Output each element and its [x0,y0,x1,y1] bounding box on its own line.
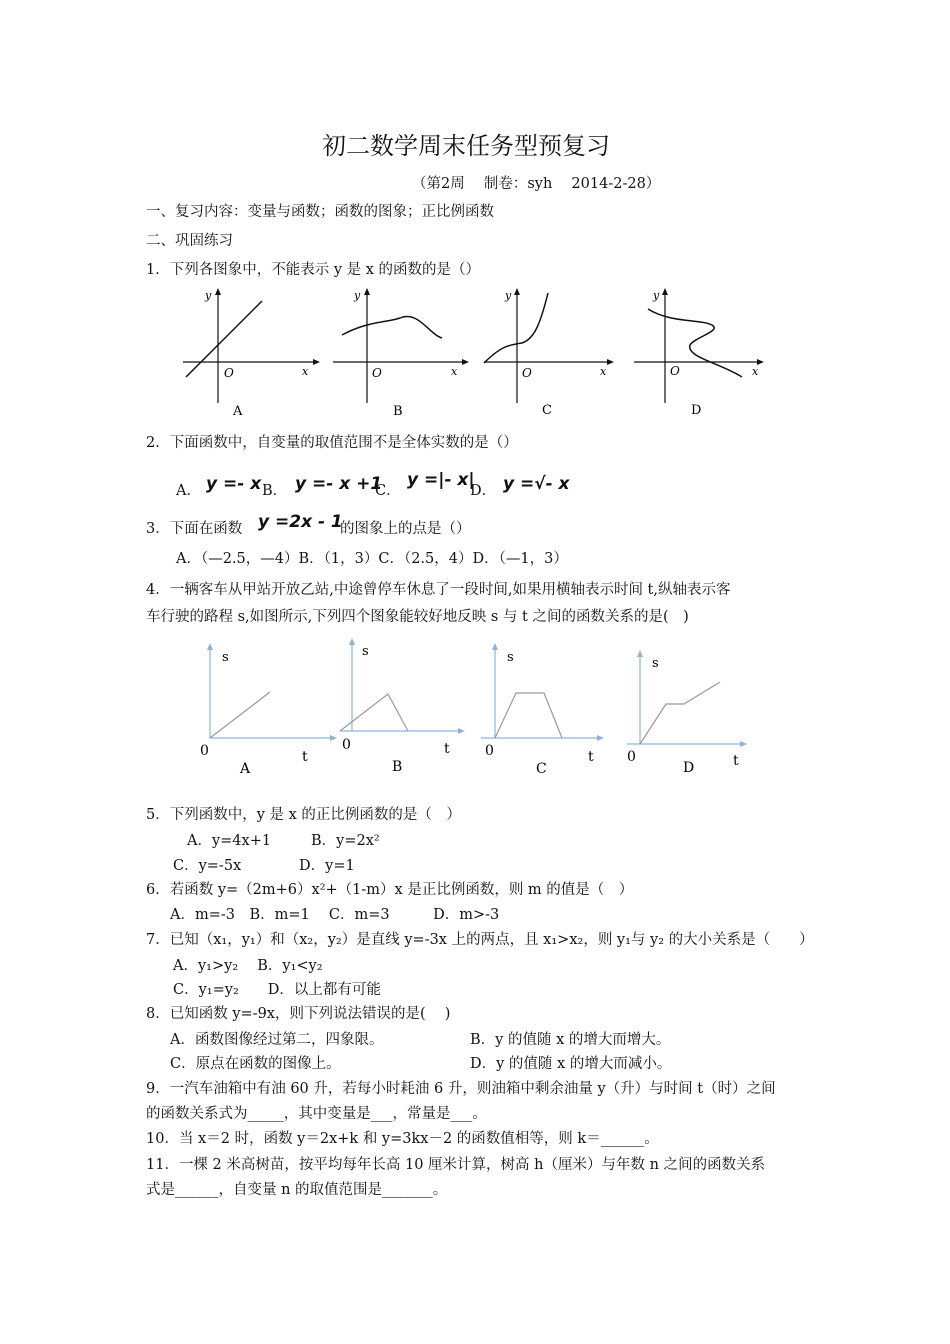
question-9-line2: 的函数关系式为_____，其中变量是___，常量是___。 [146,1106,487,1122]
svg-text:x: x [752,365,759,378]
svg-text:t: t [733,753,739,769]
graph-a [183,288,320,419]
svg-text:x: x [451,365,458,378]
question-5: 5．下列函数中，y 是 x 的正比例函数的是（ ） [146,807,461,823]
svg-text:t: t [302,749,308,765]
q1-graphs [0,285,950,425]
question-9-line1: 9．一汽车油箱中有油 60 升，若每小时耗油 6 升，则油箱中剩余油量 y（升）与时间 t（时）之间 [146,1081,776,1097]
svg-text:0: 0 [200,743,209,759]
x-axis-label: x [302,365,309,378]
question-8: 8．已知函数 y=-9x，则下列说法错误的是( ) [146,1006,451,1022]
expr-c: y =|- x| [407,470,475,490]
svg-text:t: t [588,749,594,765]
graph-4-label-a: A [240,761,251,777]
question-2: 2．下面函数中，自变量的取值范围不是全体实数的是（） [146,435,518,451]
graph-4a [200,643,337,777]
question-11-line2: 式是______，自变量 n 的取值范围是_______。 [146,1182,448,1198]
question-4-line1: 4．一辆客车从甲站开放乙站,中途曾停车休息了一段时间,如果用横轴表示时间 t,纵轴表示客 [146,582,731,598]
question-1: 1．下列各图象中，不能表示 y 是 x 的函数的是（） [146,262,481,278]
svg-text:0: 0 [342,737,351,753]
svg-text:s: s [362,644,369,659]
page-title: 初二数学周末任务型预复习 [322,132,610,160]
graph-label-c: C [542,403,552,418]
expr-d: y =√- x [503,474,570,494]
q4-graphs [0,635,950,785]
svg-text:0: 0 [627,749,636,765]
question-10: 10．当 x＝2 时，函数 y＝2x+k 和 y=3kx－2 的函数值相等，则 k＝______。 [146,1131,659,1147]
graph-4-label-b: B [392,759,403,775]
origin-label: O [224,366,234,380]
question-7: 7．已知（x₁，y₁）和（x₂，y₂）是直线 y=-3x 上的两点，且 x₁>x₂，则 y₁与 y₂ 的大小关系是（ ） [146,932,814,948]
graph-d [634,288,764,418]
graph-label-a: A [233,404,243,419]
graph-c [484,288,614,418]
y-axis-label: y [205,289,212,302]
svg-text:O: O [522,366,532,380]
question-6: 6．若函数 y=（2m+6）x²+（1-m）x 是正比例函数，则 m 的值是（ ） [146,882,634,898]
question-3-options: A．（—2.5，—4）B．（1，3）C．（2.5，4）D．（—1，3） [176,551,568,567]
svg-text:s: s [652,656,659,671]
graph-b [333,288,469,419]
question-3-suffix: 的图象上的点是（） [340,521,471,537]
graph-label-d: D [691,403,702,418]
graph-4-label-d: D [683,760,695,776]
graph-4b [340,638,465,775]
expr-a: y =- x [206,474,262,494]
q3-expr: y =2x - 1 [258,512,343,532]
svg-text:O: O [670,364,680,378]
svg-text:t: t [444,741,450,757]
section-practice: 二、巩固练习 [146,233,233,249]
svg-text:O: O [372,366,382,380]
svg-text:s: s [507,650,514,665]
section-review-content: 一、复习内容：变量与函数；函数的图象；正比例函数 [146,204,494,220]
question-4-line2: 车行驶的路程 s,如图所示,下列四个图象能较好地反映 s 与 t 之间的函数关系的是( ) [146,609,689,625]
graph-4-label-c: C [536,761,547,777]
question-3-prefix: 3．下面在函数 [146,521,243,537]
subtitle: （第2周 制卷：syh 2014-2-28） [412,176,661,192]
expr-b: y =- x +1 [295,474,383,494]
svg-text:0: 0 [485,743,494,759]
svg-text:s: s [222,650,229,665]
svg-text:y: y [354,289,361,302]
svg-text:y: y [653,289,660,302]
question-6-options: A．m=-3 B．m=1 C．m=3 D．m>-3 [170,907,500,923]
svg-text:y: y [505,289,512,302]
svg-text:x: x [600,365,607,378]
graph-label-b: B [393,404,403,419]
graph-4d [627,650,747,776]
graph-4c [481,643,604,777]
question-11-line1: 11．一棵 2 米高树苗，按平均每年长高 10 厘米计算，树高 h（厘米）与年数 n 之间的函数关系 [146,1157,766,1173]
